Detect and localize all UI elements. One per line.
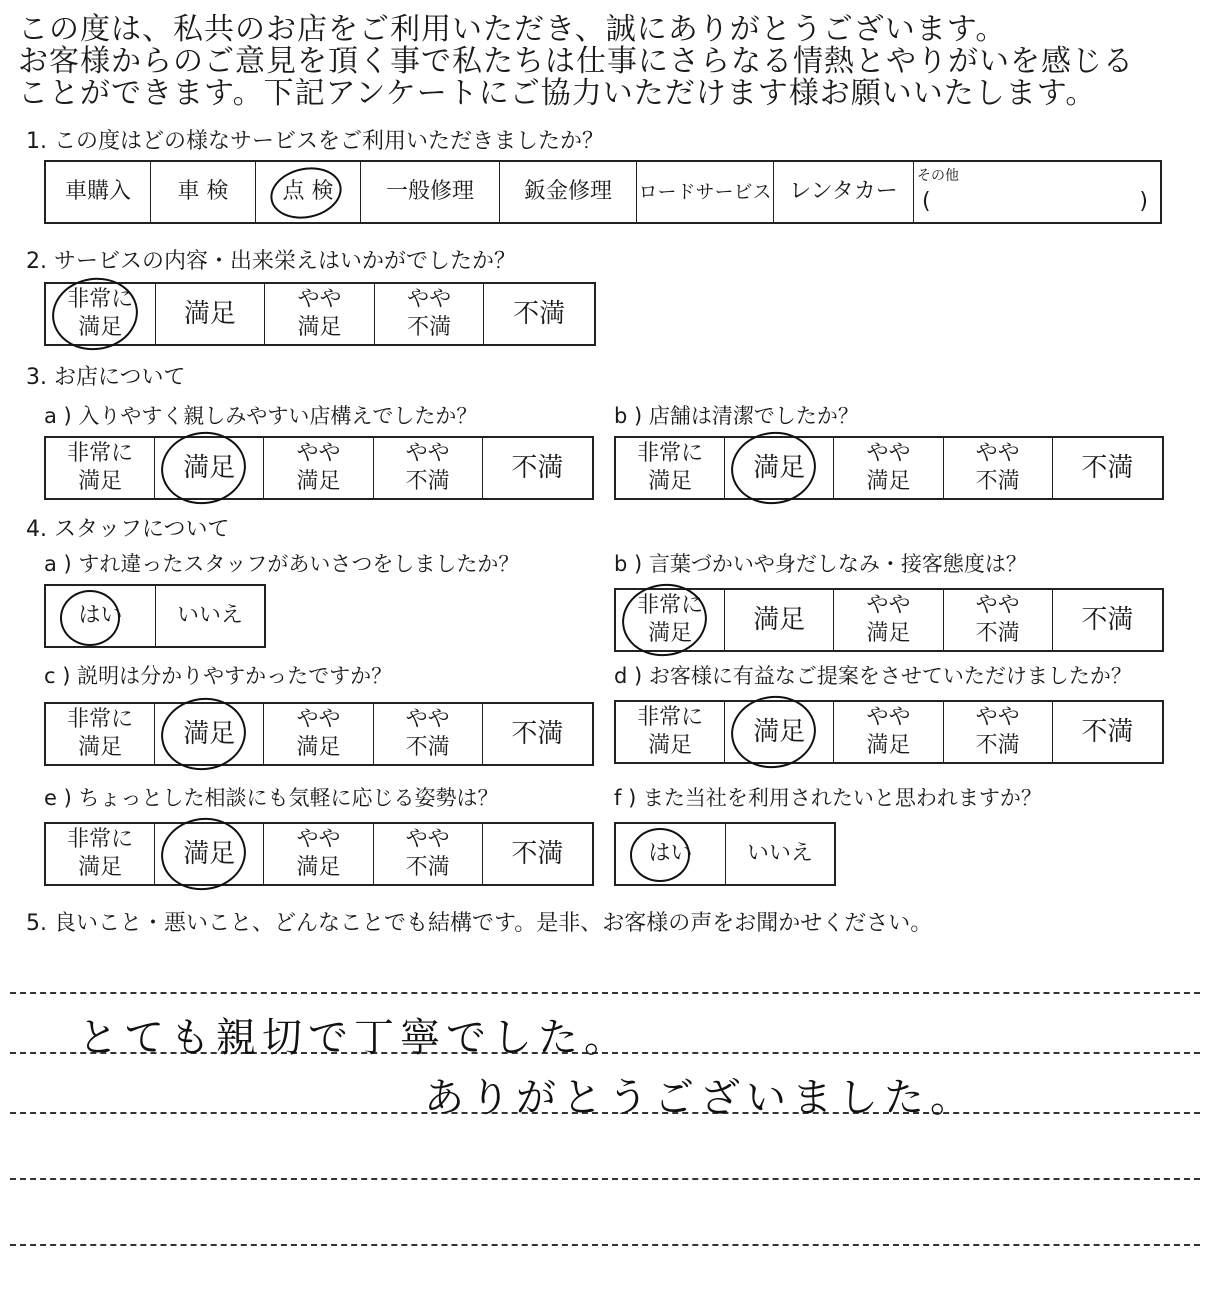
q3a-option-very-satisfied[interactable]: 非常に 満足 (46, 438, 155, 498)
q4c-scale (44, 702, 594, 766)
q1-option-inspection[interactable]: 点 検 (256, 162, 361, 222)
q4-question: 4. スタッフについて (26, 517, 230, 542)
q4e-option-somewhat-dissatisfied[interactable]: やや 不満 (374, 824, 483, 884)
q3a-question: a ) 入りやすく親しみやすい店構えでしたか？ (44, 404, 478, 428)
q2-option-satisfied[interactable]: 満足 (156, 284, 266, 344)
intro-line-1: この度は、私共のお店をご利用いただき、誠にありがとうございます。 (18, 12, 1007, 47)
q2-option-somewhat-satisfied[interactable]: やや 満足 (265, 284, 375, 344)
q4f-option-no[interactable]: いいえ (746, 841, 813, 866)
q4f-yesno (614, 822, 836, 886)
q4c-option-somewhat-satisfied[interactable]: やや 満足 (264, 704, 373, 764)
intro-line-2: お客様からのご意見を頂く事で私たちは仕事にさらなる情熱とやりがいを感じる (18, 44, 1134, 79)
q3-question: 3. お店について (26, 365, 186, 390)
q4d-option-satisfied[interactable]: 満足 (725, 702, 834, 762)
q2-option-somewhat-dissatisfied[interactable]: やや 不満 (375, 284, 485, 344)
q4e-option-somewhat-satisfied[interactable]: やや 満足 (264, 824, 373, 884)
q3a-option-dissatisfied[interactable]: 不満 (511, 453, 564, 483)
q4a-yesno (44, 584, 266, 648)
q1-option-shaken[interactable]: 車 検 (151, 162, 256, 222)
q5-question: 5. 良いこと・悪いこと、どんなことでも結構です。是非、お客様の声をお聞かせください。 (26, 911, 933, 936)
q4b-option-satisfied[interactable]: 満足 (725, 590, 834, 650)
q4d-option-somewhat-satisfied[interactable]: やや 満足 (834, 702, 943, 762)
q3b-option-very-satisfied[interactable]: 非常に 満足 (616, 438, 725, 498)
q3a-option-satisfied[interactable]: 満足 (155, 438, 264, 498)
q3b-question: b ) 店舗は清潔でしたか？ (614, 404, 859, 428)
q4e-option-dissatisfied[interactable]: 不満 (511, 839, 564, 869)
q1-option-other[interactable]: その他 ( ) (917, 168, 1148, 214)
intro-line-3: ことができます。下記アンケートにご協力いただけます様お願いいたします。 (18, 76, 1097, 111)
q1-options (44, 160, 1162, 224)
q1-option-road-service[interactable]: ロードサービス (637, 162, 774, 222)
q4a-option-yes[interactable]: はい (46, 586, 156, 646)
q1-option-car-purchase[interactable]: 車購入 (46, 162, 151, 222)
q3b-option-dissatisfied[interactable]: 不満 (1081, 453, 1134, 483)
answer-line-1 (10, 992, 1200, 994)
q2-option-dissatisfied[interactable]: 不満 (513, 299, 566, 329)
q4c-option-satisfied[interactable]: 満足 (155, 704, 264, 764)
q1-option-sheet-metal[interactable]: 鈑金修理 (500, 162, 637, 222)
q1-option-rental-car[interactable]: レンタカー (774, 162, 914, 222)
q4e-question: e ) ちょっとした相談にも気軽に応じる姿勢は？ (44, 786, 499, 810)
q3a-option-somewhat-dissatisfied[interactable]: やや 不満 (374, 438, 483, 498)
q4c-option-very-satisfied[interactable]: 非常に 満足 (46, 704, 155, 764)
q3b-option-satisfied[interactable]: 満足 (725, 438, 834, 498)
q2-question: 2. サービスの内容・出来栄えはいかがでしたか？ (26, 249, 516, 274)
q3a-option-somewhat-satisfied[interactable]: やや 満足 (264, 438, 373, 498)
q4d-option-very-satisfied[interactable]: 非常に 満足 (616, 702, 725, 762)
q4f-option-yes[interactable]: はい (616, 824, 726, 884)
q2-scale (44, 282, 596, 346)
q4b-option-somewhat-dissatisfied[interactable]: やや 不満 (944, 590, 1053, 650)
q1-option-general-repair[interactable]: 一般修理 (361, 162, 500, 222)
q4c-option-dissatisfied[interactable]: 不満 (511, 719, 564, 749)
q4a-question: a ) すれ違ったスタッフがあいさつをしましたか？ (44, 552, 520, 576)
q4d-scale (614, 700, 1164, 764)
q3b-option-somewhat-dissatisfied[interactable]: やや 不満 (944, 438, 1053, 498)
q4b-option-dissatisfied[interactable]: 不満 (1081, 605, 1134, 635)
q4c-option-somewhat-dissatisfied[interactable]: やや 不満 (374, 704, 483, 764)
intro-text (18, 14, 1208, 110)
q3b-scale (614, 436, 1164, 500)
q4b-option-somewhat-satisfied[interactable]: やや 満足 (834, 590, 943, 650)
q4e-option-satisfied[interactable]: 満足 (155, 824, 264, 884)
q4e-option-very-satisfied[interactable]: 非常に 満足 (46, 824, 155, 884)
handwritten-answer-1: とても親切で丁寧でした。 (78, 1015, 630, 1061)
q4c-question: c ) 説明は分かりやすかったですか？ (44, 664, 393, 688)
q2-option-very-satisfied[interactable]: 非常に 満足 (46, 284, 156, 344)
q4d-question: d ) お客様に有益なご提案をさせていただけましたか？ (614, 664, 1132, 688)
q4b-scale (614, 588, 1164, 652)
q3b-option-somewhat-satisfied[interactable]: やや 満足 (834, 438, 943, 498)
q4d-option-dissatisfied[interactable]: 不満 (1081, 717, 1134, 747)
q3a-scale (44, 436, 594, 500)
q4b-option-very-satisfied[interactable]: 非常に 満足 (616, 590, 725, 650)
handwritten-answer-2: ありがとうございました。 (424, 1075, 976, 1121)
answer-line-4 (10, 1178, 1200, 1180)
q4e-scale (44, 822, 594, 886)
q1-question: 1. この度はどの様なサービスをご利用いただきましたか？ (26, 129, 604, 154)
answer-line-5 (10, 1244, 1200, 1246)
q4d-option-somewhat-dissatisfied[interactable]: やや 不満 (944, 702, 1053, 762)
q4b-question: b ) 言葉づかいや身だしなみ・接客態度は？ (614, 552, 1027, 576)
q4f-question: f ) また当社を利用されたいと思われますか？ (614, 786, 1042, 810)
q4a-option-no[interactable]: いいえ (176, 603, 243, 628)
